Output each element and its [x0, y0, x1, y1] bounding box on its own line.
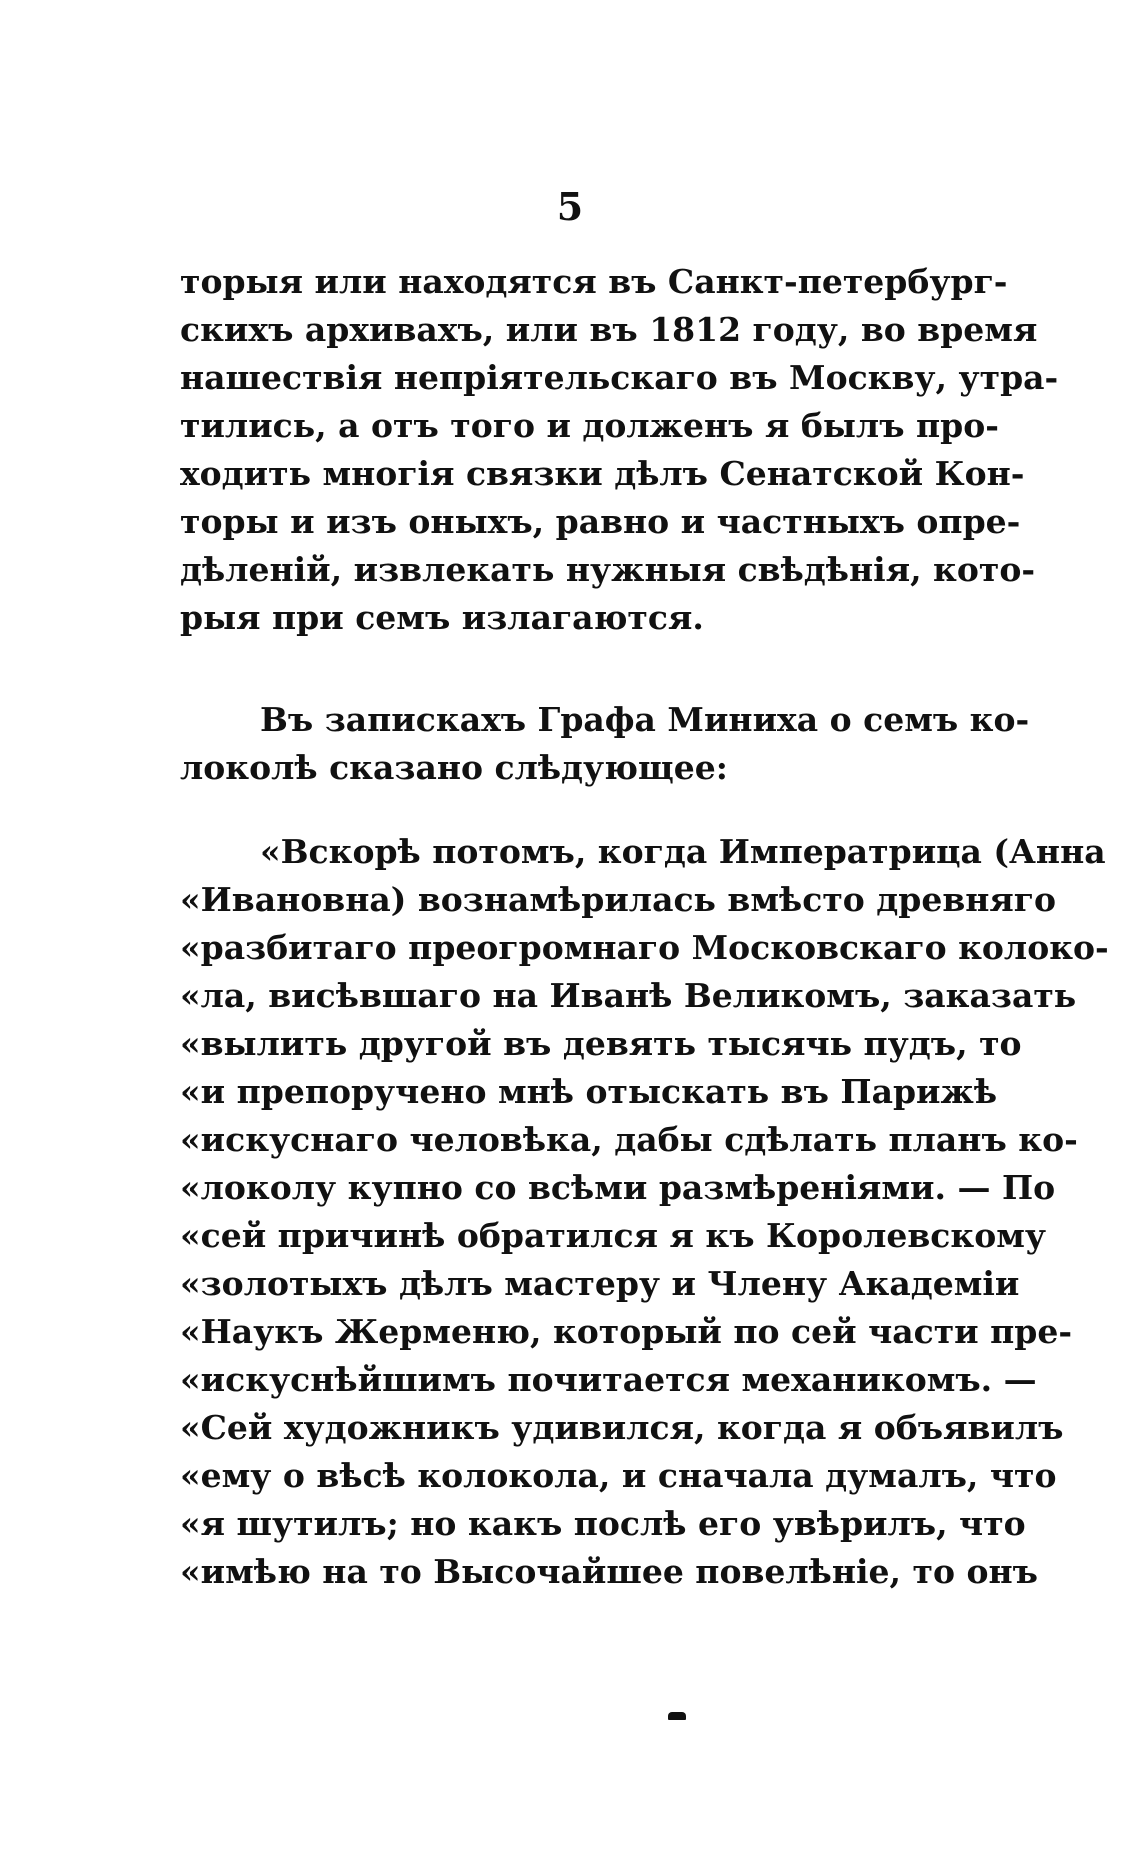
text-line: «золотыхъ дѣлъ мастеру и Члену Академіи [180, 1264, 1020, 1303]
text-line: тились, а отъ того и долженъ я былъ про- [180, 406, 999, 445]
text-line: «сей причинѣ обратился я къ Королевскому [180, 1216, 1047, 1255]
text-line: «разбитаго преогромнаго Московскаго колоко- [180, 928, 1109, 967]
text-line: «локолу купно со всѣми размѣреніями. — По [180, 1168, 1056, 1207]
text-line: «Наукъ Жерменю, который по сей части пре- [180, 1312, 1073, 1351]
text-line: «ему о вѣсѣ колокола, и сначала думалъ, что [180, 1456, 1057, 1495]
text-line: нашествія непріятельскаго въ Москву, утра- [180, 358, 1059, 397]
text-line: торы и изъ оныхъ, равно и частныхъ опре- [180, 502, 1021, 541]
text-line: Въ запискахъ Графа Миниха о семъ ко- [260, 700, 1030, 739]
text-line: «искуснаго человѣка, дабы сдѣлать планъ ко- [180, 1120, 1078, 1159]
text-line: «искуснѣйшимъ почитается механикомъ. — [180, 1360, 1037, 1399]
text-line: дѣленій, извлекать нужныя свѣдѣнія, кото- [180, 550, 1036, 589]
text-line: «я шутилъ; но какъ послѣ его увѣрилъ, что [180, 1504, 1026, 1543]
text-line: «вылить другой въ девять тысячь пудъ, то [180, 1024, 1022, 1063]
text-line: торыя или находятся въ Санкт-петербург- [180, 262, 1008, 301]
text-line: ходить многія связки дѣлъ Сенатской Кон- [180, 454, 1025, 493]
text-line: «Сей художникъ удивился, когда я объявилъ [180, 1408, 1064, 1447]
text-line: «Ивановна) вознамѣрилась вмѣсто древняго [180, 880, 1057, 919]
text-line: «имѣю на то Высочайшее повелѣніе, то онъ [180, 1552, 1038, 1591]
printer-mark [668, 1712, 686, 1720]
text-line: локолѣ сказано слѣдующее: [180, 748, 728, 787]
paragraph-archives [180, 258, 1059, 642]
text-line: «Вскорѣ потомъ, когда Императрица (Анна [260, 832, 1106, 871]
paragraph-minikh-notes [180, 696, 1030, 792]
text-line: скихъ архивахъ, или въ 1812 году, во время [180, 310, 1038, 349]
page-number: 5 [556, 184, 584, 229]
text-line: рыя при семъ излагаются. [180, 598, 704, 637]
text-line: «и препоручено мнѣ отыскать въ Парижѣ [180, 1072, 998, 1111]
paragraph-quotation [180, 828, 1109, 1596]
text-line: «ла, висѣвшаго на Иванѣ Великомъ, заказать [180, 976, 1077, 1015]
